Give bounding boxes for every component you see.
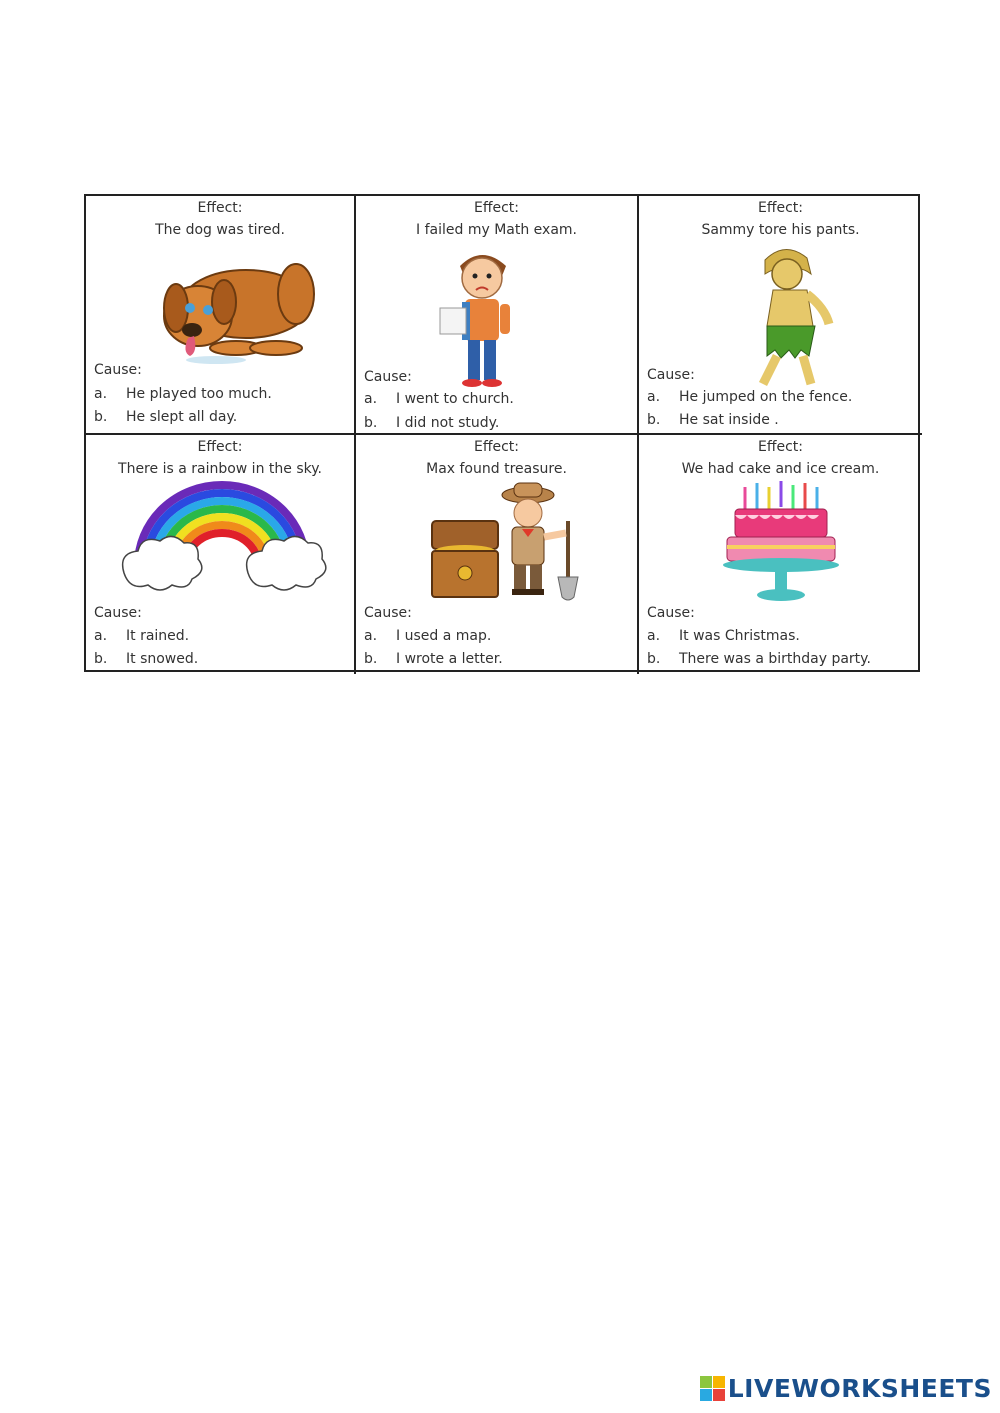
cause-option-a[interactable] <box>647 389 852 405</box>
birthday-cake-picture <box>723 481 839 603</box>
effect-label: Effect: <box>757 439 803 455</box>
effect-label: Effect: <box>473 200 519 216</box>
cause-label: Cause: <box>94 362 142 378</box>
effect-text: The dog was tired. <box>155 222 285 238</box>
cause-option-b[interactable] <box>647 412 779 428</box>
effect-text: We had cake and ice cream. <box>681 461 880 477</box>
cause-label: Cause: <box>364 369 412 385</box>
option-text: I wrote a letter. <box>396 651 503 667</box>
cause-option-a[interactable] <box>647 628 800 644</box>
effect-text: There is a rainbow in the sky. <box>118 461 322 477</box>
option-text: It rained. <box>126 628 190 644</box>
option-text: He played too much. <box>126 386 272 402</box>
option-letter: a. <box>364 628 378 644</box>
card-dog <box>86 196 356 435</box>
option-letter: b. <box>647 412 661 428</box>
logo-text: LIVEWORKSHEETS <box>727 1374 992 1403</box>
sad-boy-picture <box>432 244 532 389</box>
option-text: He sat inside . <box>679 412 779 428</box>
cause-label: Cause: <box>647 605 695 621</box>
treasure-explorer-picture <box>428 481 588 607</box>
cause-option-a[interactable] <box>94 386 272 402</box>
effect-label: Effect: <box>757 200 803 216</box>
option-letter: b. <box>647 651 661 667</box>
cause-label: Cause: <box>647 367 695 383</box>
option-letter: a. <box>647 628 661 644</box>
option-letter: a. <box>647 389 661 405</box>
effect-text: Sammy tore his pants. <box>701 222 860 238</box>
cause-option-b[interactable] <box>364 651 503 667</box>
effect-text: I failed my Math exam. <box>416 222 577 238</box>
card-treasure <box>356 435 639 674</box>
cause-option-a[interactable] <box>94 628 189 644</box>
option-letter: a. <box>94 628 108 644</box>
torn-pants-boy-picture <box>747 244 837 389</box>
card-sammy <box>639 196 922 435</box>
option-text: I did not study. <box>396 415 500 431</box>
effect-label: Effect: <box>197 439 243 455</box>
option-text: He jumped on the fence. <box>679 389 853 405</box>
option-text: He slept all day. <box>126 409 238 425</box>
effect-text: Max found treasure. <box>426 461 567 477</box>
option-text: I went to church. <box>396 391 514 407</box>
option-text: There was a birthday party. <box>679 651 871 667</box>
card-cake <box>639 435 922 674</box>
option-text: It snowed. <box>126 651 199 667</box>
rainbow-picture <box>116 477 330 595</box>
option-letter: b. <box>94 651 108 667</box>
card-math-exam <box>356 196 639 435</box>
cause-label: Cause: <box>94 605 142 621</box>
option-letter: b. <box>94 409 108 425</box>
liveworksheets-logo-icon <box>700 1376 726 1402</box>
cause-option-b[interactable] <box>94 409 237 425</box>
cause-option-a[interactable] <box>364 628 491 644</box>
option-text: I used a map. <box>396 628 492 644</box>
liveworksheets-logo[interactable] <box>700 1374 992 1403</box>
option-letter: a. <box>364 391 378 407</box>
cause-option-a[interactable] <box>364 391 514 407</box>
option-text: It was Christmas. <box>679 628 800 644</box>
cause-option-b[interactable] <box>94 651 198 667</box>
option-letter: b. <box>364 651 378 667</box>
cause-option-b[interactable] <box>364 415 499 431</box>
cause-label: Cause: <box>364 605 412 621</box>
option-letter: a. <box>94 386 108 402</box>
card-rainbow <box>86 435 356 674</box>
tired-dog-picture <box>156 244 326 366</box>
cause-option-b[interactable] <box>647 651 871 667</box>
cause-effect-grid <box>84 194 920 672</box>
effect-label: Effect: <box>473 439 519 455</box>
option-letter: b. <box>364 415 378 431</box>
effect-label: Effect: <box>197 200 243 216</box>
